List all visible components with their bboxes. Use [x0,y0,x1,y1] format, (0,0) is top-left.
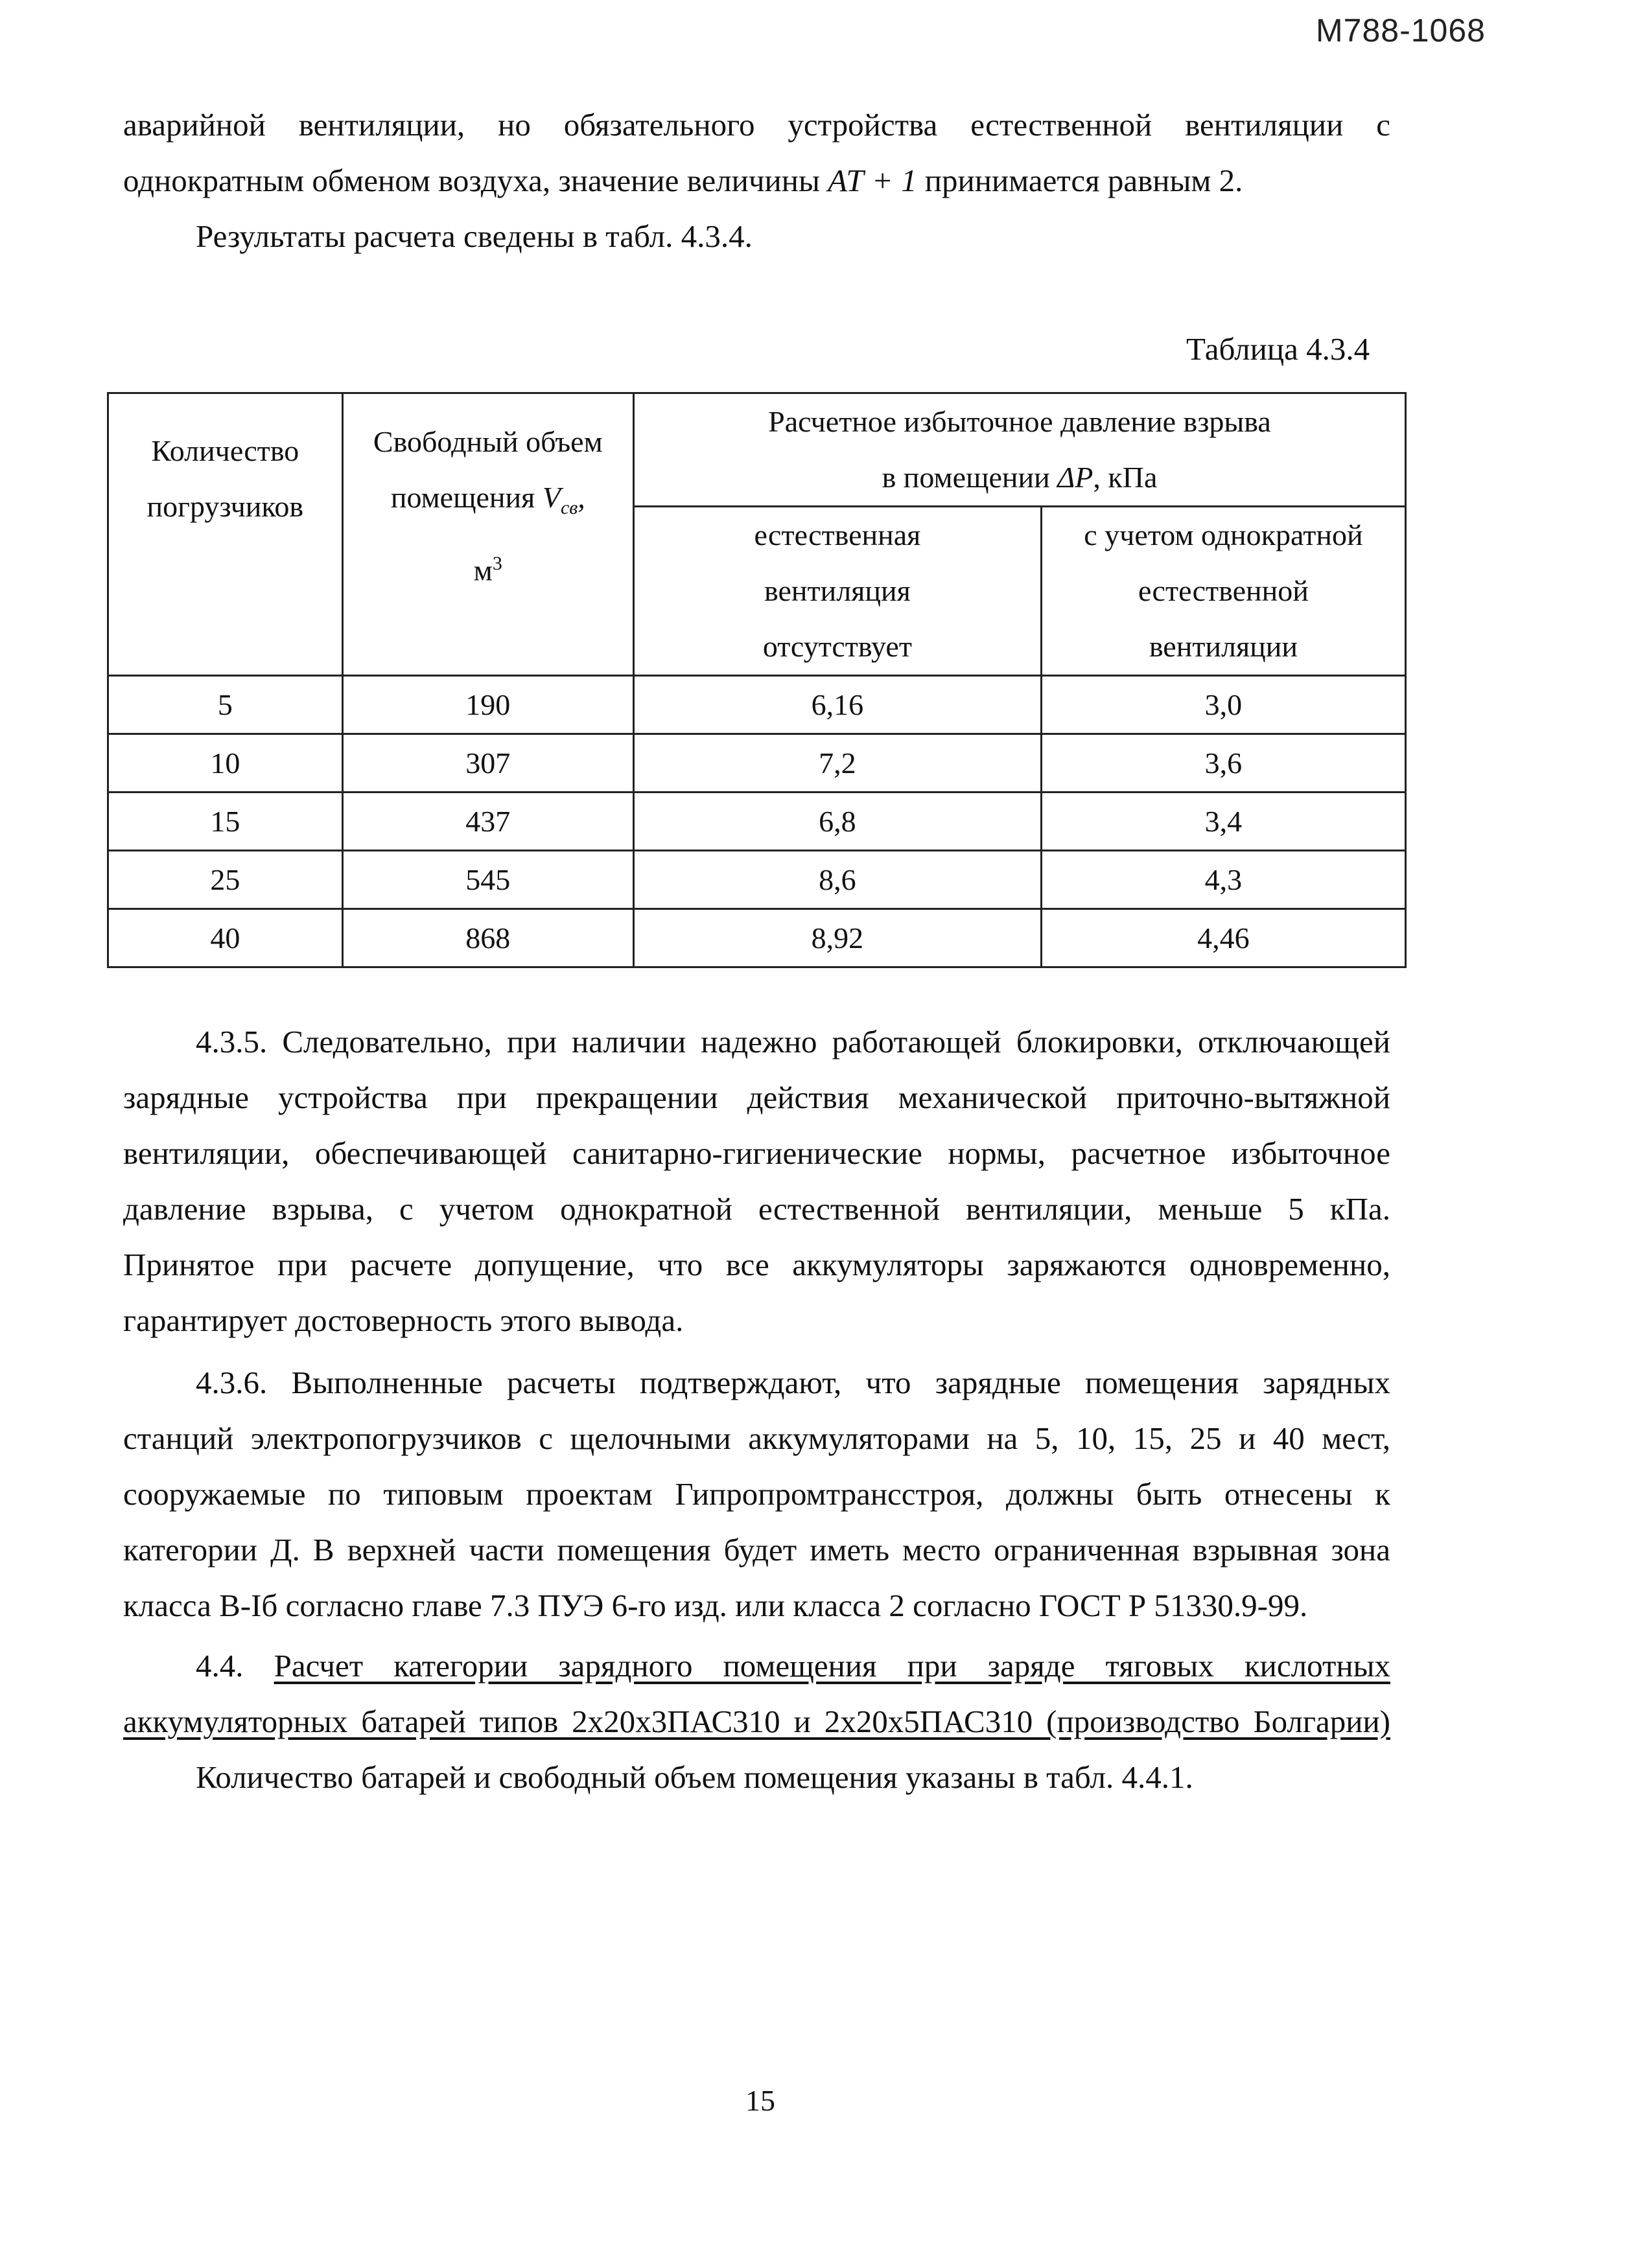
table-row: 25 545 8,6 4,3 [108,851,1406,909]
table-row: 40 868 8,92 4,46 [108,909,1406,967]
intro-paragraph [123,97,1390,264]
header-volume: Свободный объем помещения $V_{св}$, $м^3$ [342,393,633,676]
header-pressure-group: Расчетное избыточное давление взрыва в помещении ΔP, кПа [633,393,1405,507]
header-with-ventilation: с учетом однократной естественной вентиляции [1041,507,1405,676]
document-id: M788-1068 [1316,12,1486,49]
paragraph-4-3-5: 4.3.5. Следовательно, при наличии надежно работающей блокировки, отключающей зарядные устройства при прекращении действия механической приточно-вытяжной вентиляции, обеспечивающей санитарно-гигиенические нормы, расчетное избыточное давление взрыва, с учетом однократной естественной вентиляции, меньше 5 кПа. Принятое при расчете допущение, что все аккумуляторы заряжаются одновременно, гарантирует достоверность этого вывода. [123,1024,1390,1338]
table-header-row-1 [108,393,1406,507]
table-caption: Таблица 4.3.4 [1186,331,1370,367]
header-no-ventilation: естественная вентиляция отсутствует [633,507,1041,676]
intro-line-3: Результаты расчета сведены в табл. 4.3.4. [196,218,753,254]
paragraph-4-3-6: 4.3.6. Выполненные расчеты подтверждают, что зарядные помещения зарядных станций электропогрузчиков с щелочными аккумуляторами на 5, 10, 15, 25 и 40 мест, сооружаемые по типовым проектам Гипропромтрансстроя, должны быть отнесены к категории Д. В верхней части помещения будет иметь место ограниченная взрывная зона класса В-Iб согласно главе 7.3 ПУЭ 6-го изд. или класса 2 согласно ГОСТ Р 51330.9-99. [123,1365,1390,1623]
table-row: 5 190 6,16 3,0 [108,676,1406,734]
header-count: Количество погрузчиков [108,393,343,676]
intro-line-2: однократным обменом воздуха, значение величины АТ + 1 принимается равным 2. [123,163,1243,198]
page-number: 15 [745,2084,775,2117]
intro-line-1: аварийной вентиляции, но обязательного устройства естественной вентиляции с [123,107,1390,143]
results-table [107,392,1407,968]
table-row: 10 307 7,2 3,6 [108,734,1406,793]
section-4-4-heading: 4.4. Расчет категории зарядного помещения при заряде тяговых кислотных аккумуляторных батарей типов 2х20х3ПАС310 и 2х20х5ПАС310 (производство Болгарии) Количество батарей и свободный объем помещения указаны в табл. 4.4.1. [123,1638,1390,1805]
table-row: 15 437 6,8 3,4 [108,793,1406,851]
section-4-4-text: Количество батарей и свободный объем помещения указаны в табл. 4.4.1. [196,1759,1193,1795]
